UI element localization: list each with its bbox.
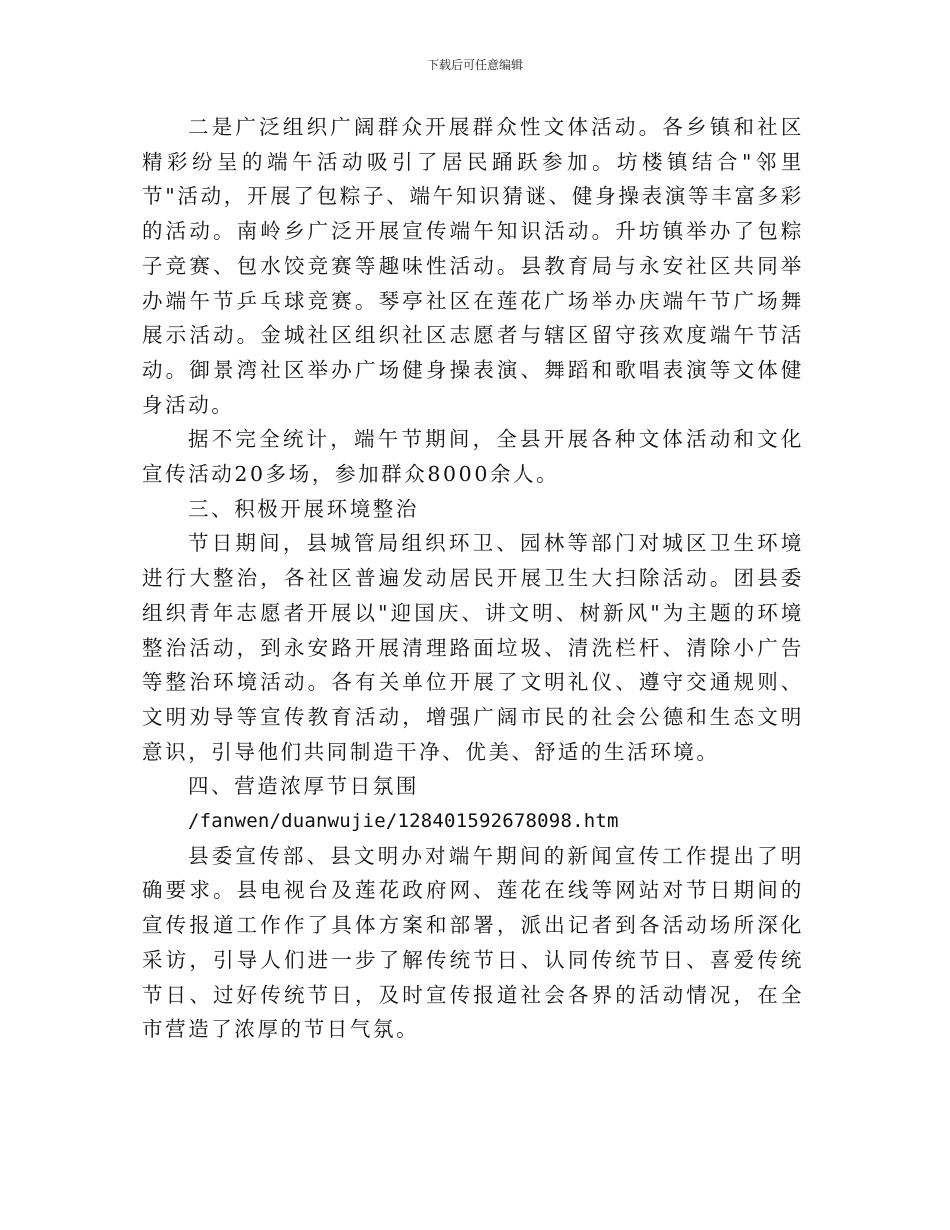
- paragraph-activities: 二是广泛组织广阔群众开展群众性文体活动。各乡镇和社区精彩纷呈的端午活动吸引了居民踊跃参加。坊楼镇结合"邻里节"活动，开展了包粽子、端午知识猜谜、健身操表演等丰富多彩的活动。南岭乡广泛开展宣传端午知识活动。升坊镇举办了包粽子竞赛、包水饺竞赛等趣味性活动。县教育局与永安社区共同举办端午节乒乓球竞赛。琴亭社区在莲花广场举办庆端午节广场舞展示活动。金城社区组织社区志愿者与辖区留守孩欢度端午节活动。御景湾社区举办广场健身操表演、舞蹈和歌唱表演等文体健身活动。: [142, 115, 804, 417]
- url-text: /fanwen/duanwujie/128401592678098.htm: [188, 810, 619, 833]
- section-heading-environment: 三、积极开展环境整治: [188, 496, 419, 521]
- paragraph-environment: 节日期间，县城管局组织环卫、园林等部门对城区卫生环境进行大整治，各社区普遍发动居民开展卫生大扫除活动。团县委组织青年志愿者开展以"迎国庆、讲文明、树新风"为主题的环境整治活动，到永安路开展清理路面垃圾、清洗栏杆、清除小广告等整治环境活动。各有关单位开展了文明礼仪、遵守交通规则、文明劝导等宣传教育活动，增强广阔市民的社会公德和生态文明意识，引导他们共同制造干净、优美、舒适的生活环境。: [142, 531, 804, 764]
- paragraph-publicity: 县委宣传部、县文明办对端午期间的新闻宣传工作提出了明确要求。县电视台及莲花政府网、莲花在线等网站对节日期间的宣传报道工作作了具体方案和部署，派出记者到各活动场所深化采访，引导人们进一步了解传统节日、认同传统节日、喜爱传统节日、过好传统节日，及时宣传报道社会各界的活动情况，在全市营造了浓厚的节日气氛。: [142, 843, 804, 1042]
- document-body: [142, 110, 804, 1047]
- page-header: 下载后可任意编辑: [426, 58, 523, 72]
- paragraph-statistics: 据不完全统计，端午节期间，全县开展各种文体活动和文化宣传活动20多场，参加群众8000余人。: [142, 427, 804, 487]
- section-heading-atmosphere: 四、营造浓厚节日氛围: [188, 774, 419, 799]
